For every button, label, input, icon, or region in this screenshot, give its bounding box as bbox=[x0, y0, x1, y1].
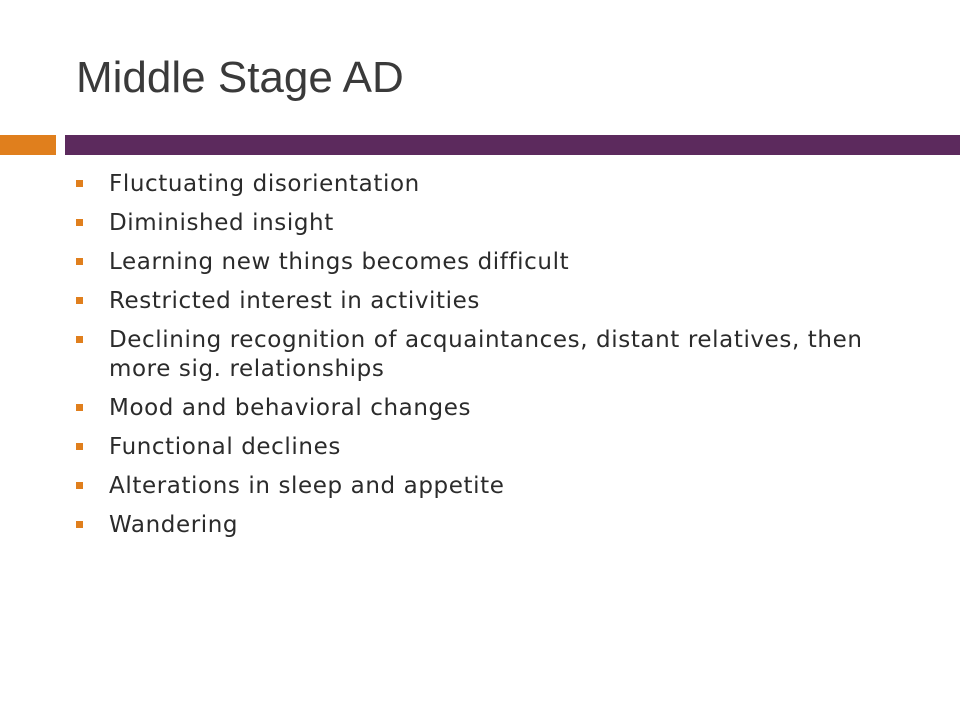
bullet-item bbox=[76, 511, 896, 540]
bullet-text: Functional declines bbox=[109, 434, 341, 460]
bullet-item bbox=[76, 209, 896, 238]
bullet-text: Diminished insight bbox=[109, 210, 334, 236]
square-bullet-icon bbox=[76, 521, 83, 528]
bullet-item bbox=[76, 472, 896, 501]
square-bullet-icon bbox=[76, 180, 83, 187]
bullet-item bbox=[76, 394, 896, 423]
slide-title: Middle Stage AD bbox=[76, 53, 404, 102]
bullet-text: Fluctuating disorientation bbox=[109, 171, 420, 197]
square-bullet-icon bbox=[76, 443, 83, 450]
bullet-text: Mood and behavioral changes bbox=[109, 395, 472, 421]
bullet-text: Restricted interest in activities bbox=[109, 288, 480, 314]
bullet-text: Declining recognition of acquaintances, distant relatives, then more sig. relationships bbox=[109, 327, 863, 382]
bullet-item bbox=[76, 248, 896, 277]
bullet-text: Alterations in sleep and appetite bbox=[109, 473, 505, 499]
square-bullet-icon bbox=[76, 336, 83, 343]
bullet-list bbox=[76, 170, 896, 550]
bullet-text: Learning new things becomes difficult bbox=[109, 249, 570, 275]
square-bullet-icon bbox=[76, 297, 83, 304]
square-bullet-icon bbox=[76, 219, 83, 226]
bullet-item bbox=[76, 433, 896, 462]
bullet-item bbox=[76, 170, 896, 199]
bullet-item bbox=[76, 326, 896, 384]
title-rule bbox=[65, 135, 960, 155]
title-accent-bar bbox=[0, 135, 56, 155]
square-bullet-icon bbox=[76, 482, 83, 489]
square-bullet-icon bbox=[76, 258, 83, 265]
bullet-text: Wandering bbox=[109, 512, 239, 538]
bullet-item bbox=[76, 287, 896, 316]
square-bullet-icon bbox=[76, 404, 83, 411]
